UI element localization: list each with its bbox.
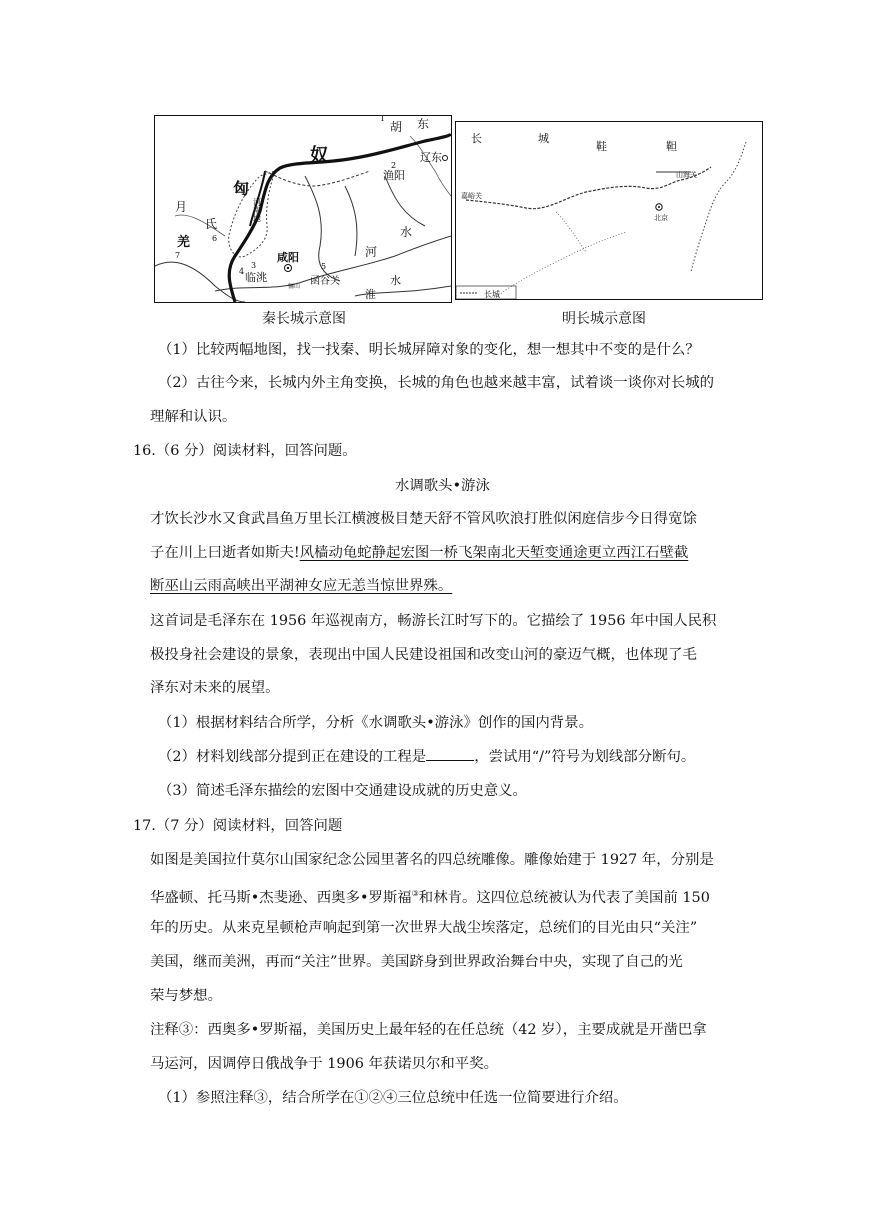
q16-sub3: （3）简述毛泽东描绘的宏图中交通建设成就的历史意义。 <box>158 783 527 799</box>
q16-desc-line3: 泽东对未来的展望。 <box>150 680 280 696</box>
q16-poem-line1: 才饮长沙水又食武昌鱼万里长江横渡极目楚天舒不管风吹浪打胜似闲庭信步今日得宽馀 <box>150 511 697 527</box>
ming-label-c1: 长 <box>471 132 482 145</box>
q16-sub2-blank[interactable] <box>426 748 474 761</box>
qin-label-yue: 月 <box>175 200 188 214</box>
q17-note-marker: ③ <box>411 889 419 898</box>
q16-sub1: （1）根据材料结合所学，分析《水调歌头•游泳》创作的国内背景。 <box>158 715 593 731</box>
ming-map-caption: 明长城示意图 <box>562 311 646 327</box>
qin-label-n5: 5 <box>321 262 327 271</box>
qin-label-n3: 3 <box>251 261 257 270</box>
qin-label-henandi: 河南地 <box>252 198 262 222</box>
q17-note-line1: 注释③：西奥多•罗斯福，美国历史上最年轻的在任总统（42 岁），主要成就是开凿巴拿 <box>150 1022 707 1038</box>
q16-poem-title: 水调歌头•游泳 <box>395 478 490 494</box>
qin-label-lishan: 骊山 <box>288 283 301 290</box>
ming-label-jiayu: 嘉峪关 <box>461 192 482 200</box>
q17-para-line2-a: 华盛顿、托马斯•杰斐逊、西奥多•罗斯福 <box>150 889 412 906</box>
q17-para-line3: 年的历史。从来克星顿枪声响起到第一次世界大战尘埃落定，总统们的目光由只“关注” <box>150 920 698 936</box>
qin-label-shui: 水 <box>400 225 413 239</box>
qin-label-n4: 4 <box>239 267 245 276</box>
qin-label-shi: 氏 <box>205 217 218 231</box>
ming-great-wall-map <box>455 121 763 300</box>
q17-header: 17.（7 分）阅读材料，回答问题 <box>133 818 343 834</box>
qin-label-he: 河 <box>365 245 378 259</box>
ming-label-beijing: 北京 <box>654 214 668 222</box>
qin-label-n6: 6 <box>212 234 218 243</box>
qin-label-yuyang: 渔阳 <box>383 169 405 182</box>
q15-sub2-line2: 理解和认识。 <box>150 409 237 425</box>
qin-label-dong: 东 <box>417 117 430 131</box>
q16-sub2 <box>158 746 695 768</box>
q16-poem-line2 <box>150 542 688 564</box>
qin-map-drawing <box>155 116 451 302</box>
q17-para-line2-b: 和林肯。这四位总统被认为代表了美国前 150 <box>418 889 710 906</box>
ming-label-c2: 城 <box>538 132 549 145</box>
q16-poem-line2-plain: 子在川上曰逝者如斯夫! <box>150 545 300 561</box>
qin-great-wall-map <box>154 115 452 303</box>
q17-note-line2: 马运河，因调停日俄战争于 1906 年获诺贝尔和平奖。 <box>150 1056 498 1072</box>
qin-label-huai: 淮 <box>365 288 376 301</box>
q16-poem-line2-underlined: 风樯动龟蛇静起宏图一桥飞架南北天堑变通途更立西江石壁截 <box>299 545 689 561</box>
ming-label-c3: 鞋 <box>596 140 607 153</box>
q16-desc-line2: 极投身社会建设的景象，表现出中国人民建设祖国和改变山河的豪迈气概，也体现了毛 <box>150 647 697 663</box>
qin-label-n2: 2 <box>391 161 397 170</box>
q15-sub2-line1: （2）古往今来，长城内外主角变换，长城的角色也越来越丰富，试着谈一谈你对长城的 <box>158 375 715 391</box>
q15-sub1: （1）比较两幅地图，找一找秦、明长城屏障对象的变化，想一想其中不变的是什么？ <box>158 342 700 358</box>
q17-para-line1: 如图是美国拉什莫尔山国家纪念公园里著名的四总统雕像。雕像始建于 1927 年，分别是 <box>150 852 714 868</box>
ming-label-shanhai: 山海关 <box>676 171 697 179</box>
qin-label-liaodong: 辽东 <box>420 151 442 164</box>
qin-label-hangu: 函谷关 <box>310 276 340 287</box>
q16-poem-line3: 断巫山云雨高峡出平湖神女应无恙当惊世界殊。 <box>150 578 453 594</box>
q17-para-line4: 美国，继而美洲，再而“关注”世界。美国跻身到世界政治舞台中央，实现了自己的光 <box>150 954 683 970</box>
q16-sub2-after: ，尝试用“/”符号为划线部分断句。 <box>474 749 696 765</box>
q17-sub1: （1）参照注释③，结合所学在①②④三位总统中任选一位简要进行介绍。 <box>158 1090 628 1106</box>
q17-para-line5: 荣与梦想。 <box>150 988 222 1004</box>
q16-sub2-before: （2）材料划线部分提到正在建设的工程是 <box>158 749 427 765</box>
qin-label-n7: 7 <box>175 251 181 260</box>
qin-label-lintao: 临洮 <box>245 271 267 284</box>
qin-label-xiongnu-1: 奴 <box>310 145 328 166</box>
qin-label-qiang: 羌 <box>177 235 191 250</box>
q16-desc-line1: 这首词是毛泽东在 1956 年巡视南方，畅游长江时写下的。它描绘了 1956 年中国人民积 <box>150 613 717 629</box>
qin-label-xianyang: 咸阳 <box>277 251 299 264</box>
qin-label-xiongnu-2: 匈 <box>233 179 250 198</box>
qin-label-n1: 1 <box>380 116 386 123</box>
qin-label-shui2: 水 <box>390 274 401 287</box>
qin-map-caption: 秦长城示意图 <box>262 311 346 327</box>
ming-label-legend: 长城 <box>484 290 500 299</box>
ming-map-drawing <box>456 122 762 299</box>
qin-label-hu: 胡 <box>390 120 403 134</box>
q17-para-line2 <box>150 883 710 909</box>
q16-header: 16.（6 分）阅读材料，回答问题。 <box>133 443 357 459</box>
ming-label-c4: 靼 <box>666 140 677 153</box>
